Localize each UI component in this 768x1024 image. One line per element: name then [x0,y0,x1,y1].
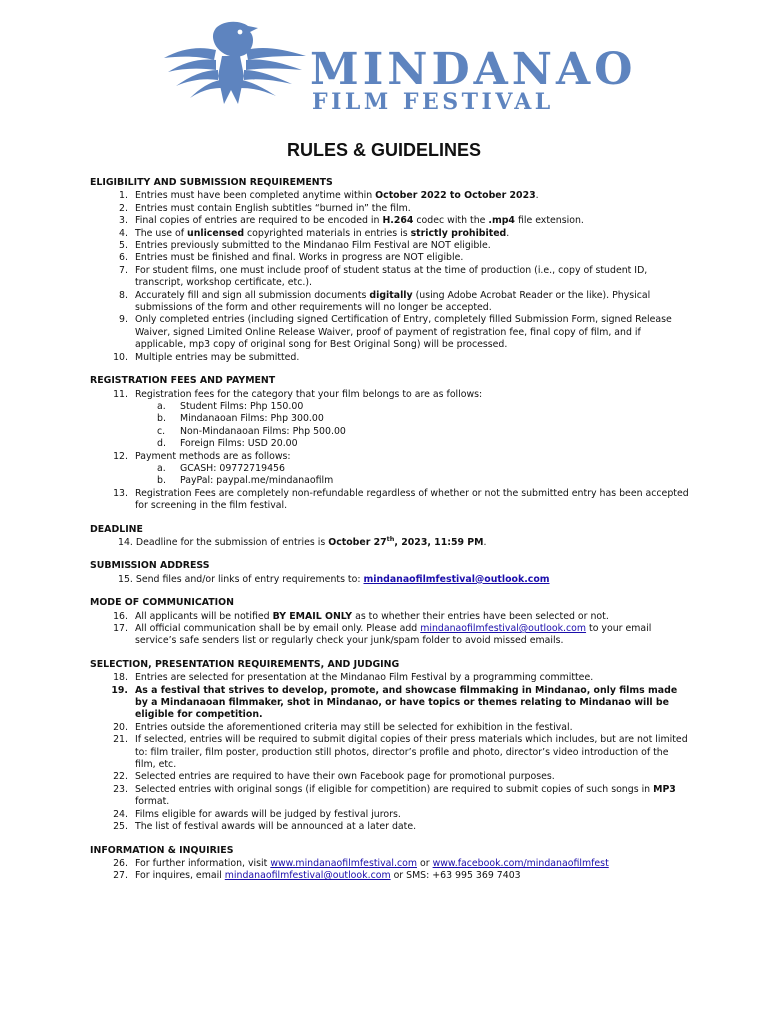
section-heading-eligibility: ELIGIBILITY AND SUBMISSION REQUIREMENTS [90,177,333,188]
item-number: 23. [113,783,128,795]
item-number: 6. [119,252,128,264]
item-number: 22. [113,771,128,783]
list-item: 7. For student films, one must include proof of student status at the time of production (i.e., copy of student ID, transcript, workshop certificate, etc.). [90,265,690,290]
website-link[interactable]: www.mindanaofilmfestival.com [270,857,418,869]
fee-list-item: d. Foreign Films: USD 20.00 [157,438,298,450]
deadline-text: 14. Deadline for the submission of entries is October 27th, 2023, 11:59 PM. [118,534,487,548]
section-heading-fees: REGISTRATION FEES AND PAYMENT [90,375,276,387]
logo-subtitle: FILM FESTIVAL [312,89,554,115]
list-item: 5. Entries previously submitted to the Mindanao Film Festival are NOT eligible. [90,240,690,252]
item-number: 18. [113,672,128,684]
fee-list-item: c. Non-Mindanaoan Films: Php 500.00 [157,425,346,437]
facebook-link[interactable]: www.facebook.com/mindanaofilmfest [432,857,609,869]
section-heading-address: SUBMISSION ADDRESS [90,560,210,572]
list-item: 6. Entries must be finished and final. Works in progress are NOT eligible. [90,252,690,264]
payment-method-item: a. GCASH: 09772719456 [157,462,285,474]
item-number: 5. [119,240,128,252]
list-item: 11. Registration fees for the category that your film belongs to are as follows: [90,389,690,401]
list-item: 13. Registration Fees are completely non-refundable regardless of whether or not the submitted entry has been accepted for screening in the film festival. [90,488,690,513]
item-number: 4. [119,227,128,239]
section-heading-deadline: DEADLINE [90,523,143,535]
item-number: 8. [119,289,128,301]
list-item: 10. Multiple entries may be submitted. [90,352,690,364]
list-item: 9. Only completed entries (including signed Certification of Entry, completely filled Submission Form, signed Release Waiver, signed Limited Online Release Waiver, proof of payment of registration fee, final copy of film, and if applicable, mp3 copy of original song for Best Original Song) will be processed. [90,314,690,351]
list-item: 22. Selected entries are required to have their own Facebook page for promotional purposes. [90,771,690,783]
list-item: 19. As a festival that strives to develop, promote, and showcase filmmaking in Mindanao, only films made by a Mindanaoan filmmaker, shot in Mindanao, or have topics or themes relating to Mindanao will be eligible for competition. [111,684,678,721]
list-item: 16. All applicants will be notified BY EMAIL ONLY as to whether their entries have been selected or not. [90,611,690,623]
item-number: 21. [113,734,128,746]
page-title: RULES & GUIDELINES [286,140,482,160]
item-number: 12. [113,450,128,462]
list-item: 12. Payment methods are as follows: [90,451,690,463]
item-number: 11. [113,388,128,400]
item-number: 3. [119,215,128,227]
fee-list-item: a. Student Films: Php 150.00 [157,400,304,412]
section-heading-selection: SELECTION, PRESENTATION REQUIREMENTS, AND JUDGING [90,658,400,670]
logo-title: MINDANAO [310,44,637,95]
list-item: 4. The use of unlicensed copyrighted materials in entries is strictly prohibited. [90,228,690,240]
item-number: 20. [113,721,128,733]
item-number: 2. [119,202,128,214]
list-item: 8. Accurately fill and sign all submission documents digitally (using Adobe Acrobat Reader or the like). Physical submissions of the form and other requirements will no longer be accepted. [90,290,690,315]
section-heading-communication: MODE OF COMMUNICATION [90,597,234,609]
list-item: 1. Entries must have been completed anytime within October 2022 to October 2023. [90,190,690,202]
item-number: 10. [113,351,128,363]
list-item: 2. Entries must contain English subtitles “burned in” the film. [90,203,690,215]
list-item: 26. For further information, visit www.mindanaofilmfestival.com or www.facebook.com/mindanaofilmfest [90,858,690,870]
eagle-logo-icon [160,20,310,106]
list-item: 17. All official communication shall be by email only. Please add mindanaofilmfestival@outlook.com to your email service’s safe senders list or regularly check your junk/spam folder to avoid missed emails. [90,623,690,648]
item-number: 7. [119,264,128,276]
list-item: 21. If selected, entries will be required to submit digital copies of their press materials which includes, but are not limited to: film trailer, film poster, production still photos, director’s profile and photo, director’s video introduction of the film, etc. [90,734,690,771]
item-number: 25. [113,821,128,833]
payment-method-item: b. PayPal: paypal.me/mindanaofilm [157,475,334,487]
item-number: 27. [113,870,128,882]
item-number: 19. [111,684,128,696]
list-item: 18. Entries are selected for presentation at the Mindanao Film Festival by a programming committee. [90,672,690,684]
item-number: 26. [113,857,128,869]
section-heading-info: INFORMATION & INQUIRIES [90,844,234,856]
email-link[interactable]: mindanaofilmfestival@outlook.com [224,870,391,882]
festival-header [160,20,637,115]
item-number: 24. [113,808,128,820]
guidelines-body [90,177,690,883]
list-item: 27. For inquires, email mindanaofilmfestival@outlook.com or SMS: +63 995 369 7403 [90,870,690,882]
item-number: 1. [119,190,128,202]
list-item: 3. Final copies of entries are required to be encoded in H.264 codec with the .mp4 file extension. [90,215,690,227]
list-item: 20. Entries outside the aforementioned criteria may still be selected for exhibition in the festival. [90,722,690,734]
item-number: 13. [113,487,128,499]
list-item: 25. The list of festival awards will be announced at a later date. [90,821,690,833]
item-number: 9. [119,314,128,326]
address-text: 15. Send files and/or links of entry requirements to: mindanaofilmfestival@outlook.com [118,573,550,585]
fee-list-item: b. Mindanaoan Films: Php 300.00 [157,413,324,425]
item-number: 17. [113,623,128,634]
item-number: 16. [113,610,128,622]
list-item: 24. Films eligible for awards will be judged by festival jurors. [90,809,690,821]
email-link[interactable]: mindanaofilmfestival@outlook.com [420,623,587,634]
email-link[interactable]: mindanaofilmfestival@outlook.com [363,573,550,585]
list-item: 23. Selected entries with original songs (if eligible for competition) are required to submit copies of such songs in MP3 format. [90,784,690,809]
